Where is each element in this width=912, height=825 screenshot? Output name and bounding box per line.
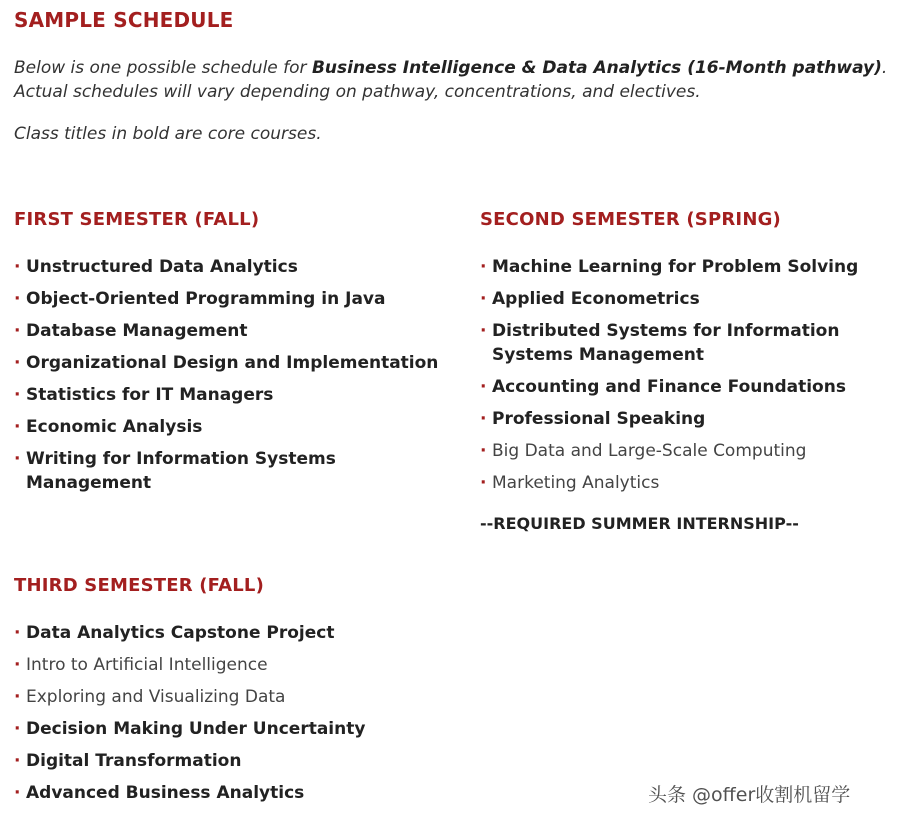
course-item	[480, 319, 905, 367]
bullet-icon: ·	[14, 321, 21, 341]
course-item	[14, 717, 464, 741]
course-title: Intro to Artificial Intelligence	[26, 655, 268, 675]
watermark: 头条 @offer收割机留学	[648, 784, 851, 806]
course-item	[14, 351, 464, 375]
course-item	[14, 255, 464, 279]
bullet-icon: ·	[14, 719, 21, 739]
bullet-icon: ·	[14, 751, 21, 771]
course-item	[14, 653, 464, 677]
course-item	[14, 621, 464, 645]
course-list-first	[14, 255, 464, 503]
course-title: Big Data and Large-Scale Computing	[492, 441, 807, 461]
course-title: Decision Making Under Uncertainty	[26, 719, 366, 739]
course-list-third	[14, 621, 464, 813]
bullet-icon: ·	[14, 623, 21, 643]
bullet-icon: ·	[14, 687, 21, 707]
semester-heading-third: THIRD SEMESTER (FALL)	[14, 575, 264, 596]
bullet-icon: ·	[480, 377, 487, 397]
course-title: Exploring and Visualizing Data	[26, 687, 286, 707]
intro-paragraph	[14, 56, 904, 104]
course-item	[480, 375, 905, 399]
bullet-icon: ·	[14, 353, 21, 373]
bullet-icon: ·	[480, 409, 487, 429]
course-item	[480, 407, 905, 431]
course-item	[14, 749, 464, 773]
course-title: Advanced Business Analytics	[26, 783, 305, 803]
intro-text-after: . Actual schedules will vary depending on pathway, concentrations, and electives.	[14, 58, 888, 102]
course-item	[14, 383, 464, 407]
course-list-second	[480, 255, 905, 503]
course-item	[14, 781, 464, 805]
course-item	[14, 287, 464, 311]
course-item	[480, 255, 905, 279]
page-title: SAMPLE SCHEDULE	[14, 8, 234, 32]
course-title: Writing for Information Systems Management	[26, 449, 336, 493]
course-item	[14, 447, 464, 495]
bullet-icon: ·	[480, 257, 487, 277]
bullet-icon: ·	[14, 385, 21, 405]
course-item	[480, 439, 905, 463]
bullet-icon: ·	[14, 783, 21, 803]
bullet-icon: ·	[14, 257, 21, 277]
course-title: Machine Learning for Problem Solving	[492, 257, 859, 277]
bullet-icon: ·	[14, 417, 21, 437]
course-title: Marketing Analytics	[492, 473, 660, 493]
bullet-icon: ·	[14, 655, 21, 675]
course-title: Data Analytics Capstone Project	[26, 623, 335, 643]
bullet-icon: ·	[480, 441, 487, 461]
course-title: Professional Speaking	[492, 409, 706, 429]
bullet-icon: ·	[14, 449, 21, 469]
course-title: Distributed Systems for Information Systems Management	[492, 321, 840, 365]
course-item	[480, 287, 905, 311]
course-title: Economic Analysis	[26, 417, 203, 437]
program-name: Business Intelligence & Data Analytics (16-Month pathway)	[311, 58, 882, 78]
course-title: Unstructured Data Analytics	[26, 257, 298, 277]
course-title: Accounting and Finance Foundations	[492, 377, 846, 397]
bullet-icon: ·	[480, 321, 487, 341]
course-title: Organizational Design and Implementation	[26, 353, 439, 373]
course-title: Statistics for IT Managers	[26, 385, 274, 405]
semester-heading-first: FIRST SEMESTER (FALL)	[14, 209, 260, 230]
semester-heading-second: SECOND SEMESTER (SPRING)	[480, 209, 781, 230]
bullet-icon: ·	[14, 289, 21, 309]
course-title: Database Management	[26, 321, 248, 341]
intro-text-before: Below is one possible schedule for	[14, 58, 312, 78]
course-item	[14, 319, 464, 343]
course-title: Digital Transformation	[26, 751, 242, 771]
course-item	[480, 471, 905, 495]
course-title: Object-Oriented Programming in Java	[26, 289, 386, 309]
internship-note: --REQUIRED SUMMER INTERNSHIP--	[480, 514, 799, 533]
bullet-icon: ·	[480, 289, 487, 309]
bullet-icon: ·	[480, 473, 487, 493]
course-item	[14, 415, 464, 439]
course-item	[14, 685, 464, 709]
core-course-note: Class titles in bold are core courses.	[14, 124, 322, 144]
course-title: Applied Econometrics	[492, 289, 700, 309]
